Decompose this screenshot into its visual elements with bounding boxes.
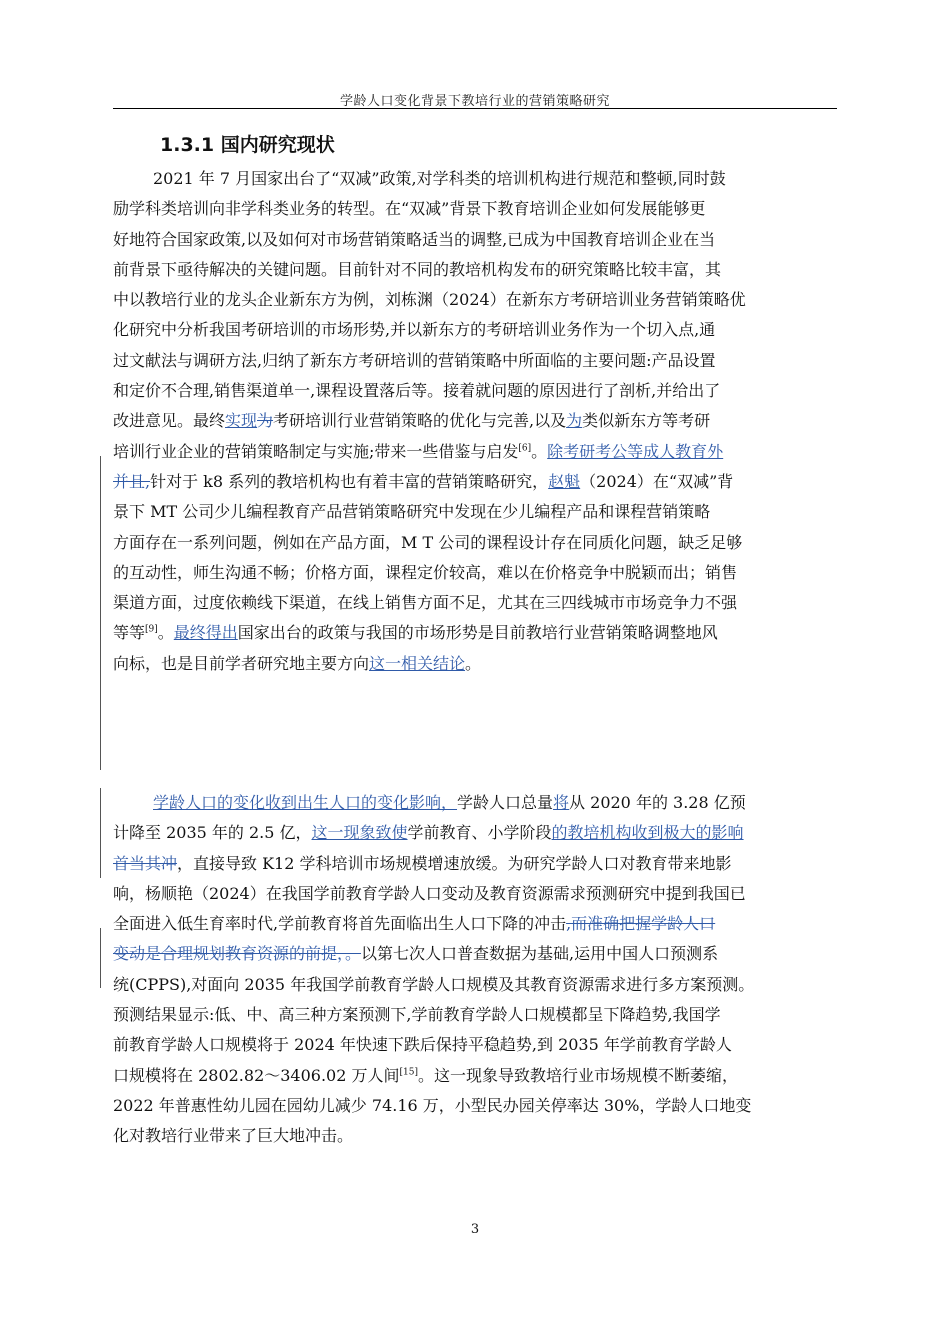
text-run: 国家出台的政策与我国的市场形势是目前教培行业营销策略调整地风	[237, 623, 718, 643]
text-run: 。这一现象导致教培行业市场规模不断萎缩，	[418, 1065, 739, 1085]
text-run: 口规模将在 2802.82～3406.02 万人间	[113, 1065, 400, 1085]
text-run: 学龄人口总量	[457, 793, 554, 812]
text-line: 化研究中分析我国考研培训的市场形势,并以新东方的考研培训业务作为一个切入点,通	[113, 320, 716, 340]
tracked-insertion[interactable]: 这一相关结论	[369, 653, 466, 673]
text-line: 统(CPPS),对面向 2035 年我国学前教育学龄人口规模及其教育资源需求进行多方案预测。	[113, 974, 755, 994]
text-line	[113, 437, 837, 467]
text-run: 考研培训行业营销策略的优化与完善,以及	[273, 411, 567, 431]
paragraph-school-age-population	[113, 788, 837, 1152]
tracked-insertion[interactable]: 这一现象致使	[311, 823, 408, 843]
tracked-insertion[interactable]: 赵魁	[548, 471, 581, 491]
text-line: 景下 MT 公司少儿编程教育产品营销策略研究中发现在少儿编程产品和课程营销策略	[113, 502, 711, 522]
text-line: 方面存在一系列问题，例如在产品方面，M T 公司的课程设计存在同质化问题，缺乏足够	[113, 532, 743, 552]
text-line	[113, 406, 837, 436]
text-line	[113, 1061, 837, 1091]
tracked-deletion[interactable]: 并且,	[113, 471, 151, 491]
text-run: 全面进入低生育率时代,学前教育将首先面临出生人口下降的冲击	[113, 914, 567, 934]
text-line	[113, 788, 837, 818]
tracked-insertion[interactable]: 实现	[225, 411, 258, 431]
text-run: 从 2020 年的 3.28 亿预	[569, 793, 746, 812]
text-line: 过文献法与调研方法,归纳了新东方考研培训的营销策略中所面临的主要问题:产品设置	[113, 350, 716, 370]
text-run: 培训行业企业的营销策略制定与实施;带来一些借鉴与启发	[113, 441, 519, 461]
tracked-insertion[interactable]: 的教培机构收到极大的影响	[551, 823, 744, 843]
text-line	[113, 939, 837, 969]
text-run: 。	[157, 623, 174, 643]
tracked-deletion[interactable]: ,而准确把握学龄人口	[566, 914, 716, 934]
citation: [9]	[145, 625, 158, 636]
change-bar	[100, 788, 101, 878]
section-heading: 1.3.1 国内研究现状	[160, 134, 335, 156]
citation: [15]	[399, 1067, 418, 1078]
text-line: 和定价不合理,销售渠道单一,课程设置落后等。接着就问题的原因进行了剖析,并给出了	[113, 381, 721, 401]
text-run: 计降至 2035 年的 2.5 亿，	[113, 823, 312, 843]
change-bar	[100, 928, 101, 988]
text-run: ，直接导致 K12 学科培训市场规模增速放缓。为研究学龄人口对教育带来地影	[177, 853, 732, 873]
text-line	[113, 818, 837, 848]
text-line: 前教育学龄人口规模将于 2024 年快速下跌后保持平稳趋势,到 2035 年学前教育学龄人	[113, 1035, 732, 1055]
header-rule	[113, 108, 837, 109]
change-bar	[100, 456, 101, 770]
text-line	[113, 849, 837, 879]
tracked-insertion[interactable]: 将	[553, 793, 570, 812]
text-line: 化对教培行业带来了巨大地冲击。	[113, 1126, 354, 1146]
text-line	[113, 618, 837, 648]
citation: [6]	[518, 443, 532, 454]
text-line: 2022 年普惠性幼儿园在园幼儿减少 74.16 万，小型民办园关停率达 30%，学龄人口地变	[113, 1095, 752, 1115]
tracked-deletion[interactable]: 首当其冲	[113, 853, 178, 873]
tracked-deletion[interactable]: 变动是合理规划教育资源的前提，。	[113, 944, 362, 964]
text-line	[113, 909, 837, 939]
text-line: 励学科类培训向非学科类业务的转型。在“双减”背景下教育培训企业如何发展能够更	[113, 199, 706, 219]
text-line: 好地符合国家政策,以及如何对市场营销策略适当的调整,已成为中国教育培训企业在当	[113, 229, 716, 249]
text-run: （2024）在“双减”背	[580, 471, 734, 491]
text-line	[113, 649, 837, 679]
page-number: 3	[470, 1222, 480, 1237]
text-run: 学前教育、小学阶段	[407, 823, 552, 843]
text-run: 类似新东方等考研	[582, 411, 711, 431]
text-line: 的互动性，师生沟通不畅；价格方面，课程定价较高，难以在价格竞争中脱颖而出；销售	[113, 562, 738, 582]
text-run: 以第七次人口普查数据为基础,运用中国人口预测系	[361, 944, 719, 964]
text-run: 等等	[113, 623, 146, 643]
text-run: 。	[465, 653, 482, 673]
text-run: 向标，也是目前学者研究地主要方向	[113, 653, 370, 673]
text-line	[113, 467, 837, 497]
text-line: 渠道方面，过度依赖线下渠道，在线上销售方面不足，尤其在三四线城市市场竞争力不强	[113, 593, 738, 613]
tracked-insertion[interactable]: 学龄人口的变化收到出生人口的变化影响，	[153, 793, 458, 812]
tracked-deletion[interactable]: 为	[257, 411, 274, 431]
text-line: 前背景下亟待解决的关键问题。目前针对不同的教培机构发布的研究策略比较丰富，其	[113, 259, 722, 279]
text-line: 2021 年 7 月国家出台了“双减”政策,对学科类的培训机构进行规范和整顿,同时鼓	[153, 169, 726, 188]
text-line: 预测结果显示:低、中、高三种方案预测下,学前教育学龄人口规模都呈下降趋势,我国学	[113, 1005, 721, 1025]
text-run: 针对于 k8 系列的教培机构也有着丰富的营销策略研究，	[150, 471, 549, 491]
paragraph-domestic-research	[113, 164, 837, 679]
tracked-insertion[interactable]: 除考研考公等成人教育外	[547, 441, 724, 461]
text-line: 中以教培行业的龙头企业新东方为例，刘栋渊（2024）在新东方考研培训业务营销策略优	[113, 290, 746, 310]
text-run: 改进意见。最终	[113, 411, 226, 431]
tracked-insertion[interactable]: 为	[566, 411, 583, 431]
running-header: 学龄人口变化背景下教培行业的营销策略研究	[339, 94, 610, 109]
text-line: 响，杨顺艳（2024）在我国学前教育学龄人口变动及教育资源需求预测研究中提到我国已	[113, 883, 746, 903]
tracked-insertion[interactable]: 最终得出	[173, 623, 238, 643]
text-run: 。	[531, 441, 548, 461]
